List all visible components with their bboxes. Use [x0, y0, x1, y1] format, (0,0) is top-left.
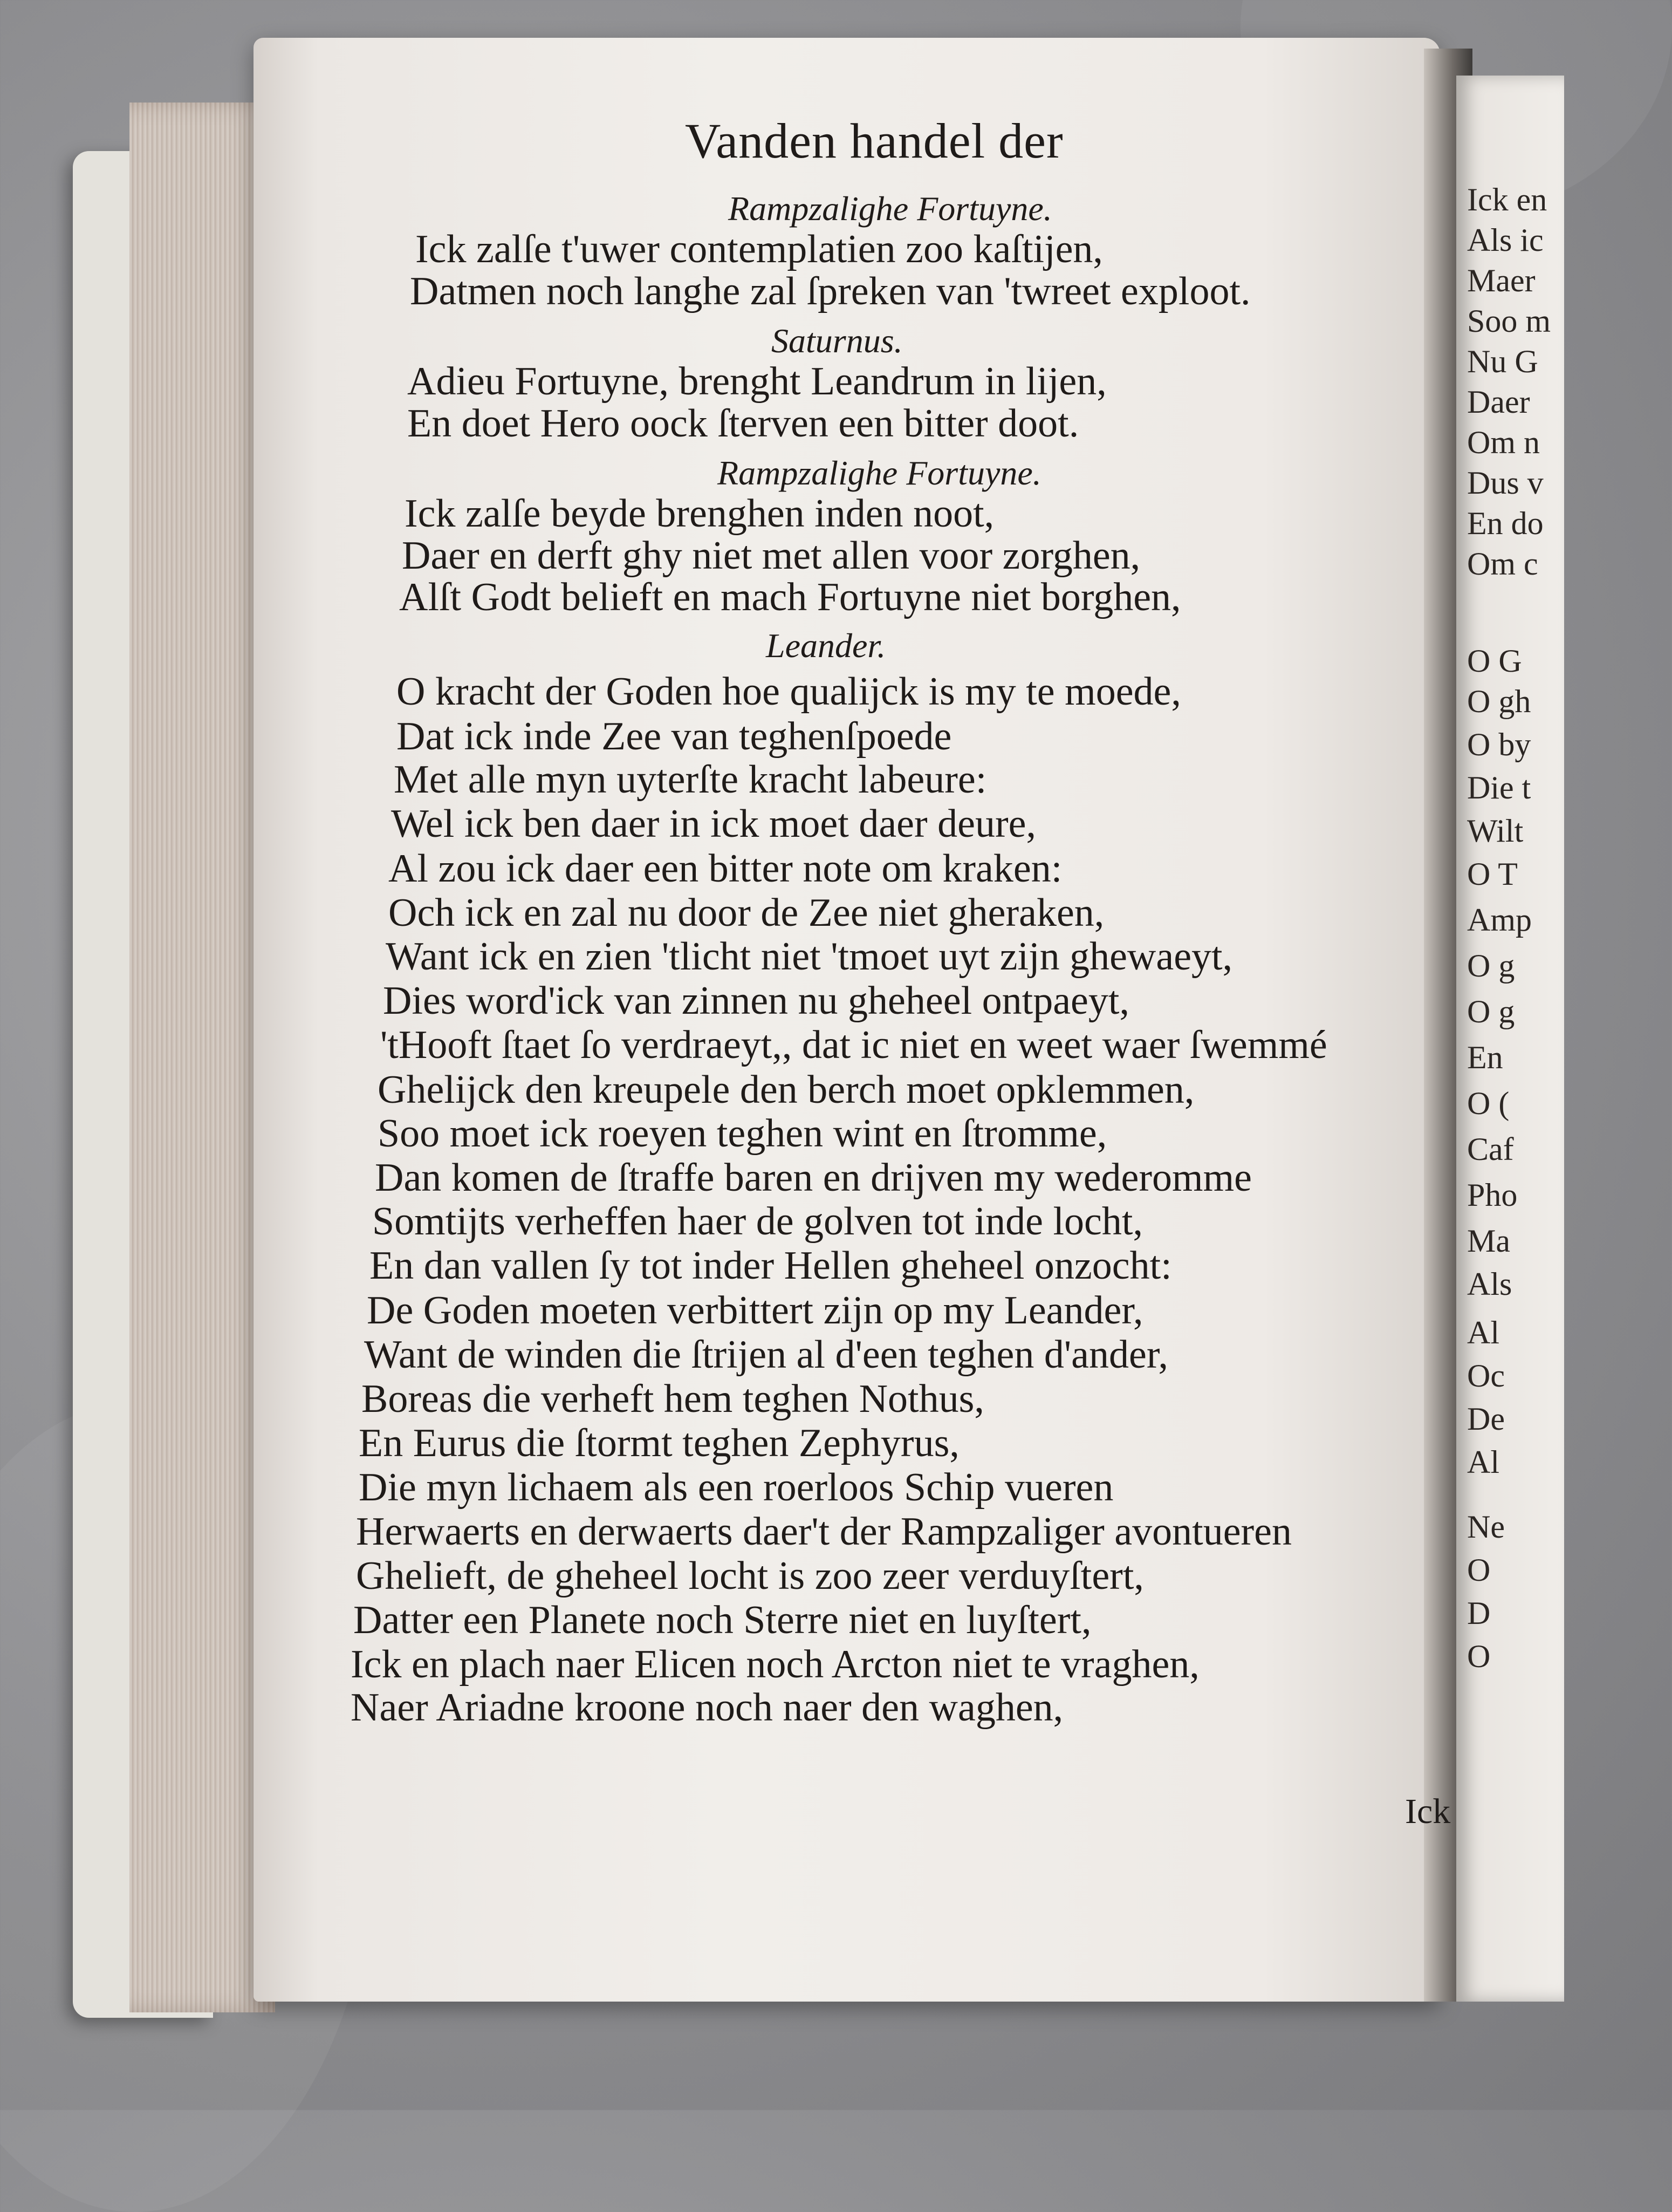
facing-page-fragment: Om c: [1467, 546, 1538, 582]
facing-page-fragment: O: [1467, 1638, 1491, 1674]
speaker-label: Leander.: [766, 626, 886, 665]
facing-page-fragment: O by: [1467, 727, 1531, 762]
facing-page-fragment: Maer: [1467, 263, 1536, 298]
facing-page-fragment: Amp: [1467, 902, 1532, 938]
facing-page-fragment: Soo m: [1467, 303, 1551, 339]
facing-page-fragment: O (: [1467, 1085, 1510, 1121]
verse-line: Soo moet ick roeyen teghen wint en ſtromme,: [378, 1111, 1107, 1156]
facing-page-fragment: O gh: [1467, 684, 1531, 719]
verse-line: Ick zalſe beyde brenghen inden noot,: [405, 491, 995, 536]
verse-line: Naer Ariadne kroone noch naer den waghen,: [351, 1685, 1064, 1730]
verse-line: Dat ick inde Zee van teghenſpoede: [396, 714, 952, 759]
facing-page-fragment: O g: [1467, 948, 1515, 984]
facing-page-fragment: Al: [1467, 1315, 1499, 1350]
facing-page-fragment: Om n: [1467, 425, 1540, 460]
verse-line: Datter een Planete noch Sterre niet en luyſtert,: [353, 1598, 1092, 1642]
catchword: Ick: [1405, 1792, 1451, 1831]
verse-line: Die myn lichaem als een roerloos Schip vueren: [359, 1465, 1114, 1510]
verse-line: En doet Hero oock ſterven een bitter doot.: [407, 401, 1079, 446]
verse-line: En dan vallen ſy tot inder Hellen gheheel onzocht:: [369, 1244, 1172, 1288]
verse-line: Met alle myn uyterſte kracht labeure:: [394, 757, 987, 802]
speaker-label: Rampzalighe Fortuyne.: [717, 454, 1041, 492]
speaker-label: Saturnus.: [771, 322, 903, 360]
verse-line: Wel ick ben daer in ick moet daer deure,: [391, 802, 1036, 846]
facing-page-fragment: O g: [1467, 994, 1515, 1029]
facing-page-fragment: Oc: [1467, 1358, 1505, 1394]
verse-line: Alſt Godt belieft en mach Fortuyne niet borghen,: [399, 575, 1181, 619]
facing-page-fragment: Ne: [1467, 1509, 1505, 1545]
verse-line: Adieu Fortuyne, brenght Leandrum in lijen,: [407, 359, 1107, 404]
facing-page-fragment: Wilt: [1467, 813, 1524, 849]
verse-line: Och ick en zal nu door de Zee niet gheraken,: [388, 891, 1105, 935]
verse-line: De Goden moeten verbittert zijn op my Leander,: [367, 1288, 1143, 1333]
facing-page-fragment: O: [1467, 1552, 1491, 1588]
facing-page-fragment: De: [1467, 1401, 1505, 1437]
verse-line: En Eurus die ſtormt teghen Zephyrus,: [359, 1421, 960, 1465]
verse-line: Datmen noch langhe zal ſpreken van 'twreet exploot.: [410, 269, 1251, 313]
facing-page-fragment: O G: [1467, 643, 1522, 679]
facing-page-fragment: Als ic: [1467, 222, 1544, 258]
verse-line: Ick en plach naer Elicen noch Arcton niet te vraghen,: [351, 1642, 1200, 1687]
facing-page-fragment: Ma: [1467, 1223, 1510, 1259]
verse-line: Somtijts verheffen haer de golven tot inde locht,: [372, 1199, 1143, 1244]
facing-page-fragment: Die t: [1467, 770, 1531, 805]
verse-line: Boreas die verheft hem teghen Nothus,: [361, 1377, 984, 1421]
verse-line: O kracht der Goden hoe qualijck is my te moede,: [396, 670, 1181, 714]
facing-page-fragment: Pho: [1467, 1177, 1518, 1213]
verse-line: 'tHooft ſtaet ſo verdraeyt,, dat ic niet en weet waer ſwemmé: [380, 1023, 1327, 1067]
verse-line: Dan komen de ſtraffe baren en drijven my wederomme: [375, 1156, 1252, 1200]
facing-page-fragment: Als: [1467, 1266, 1512, 1302]
verse-line: Herwaerts en derwaerts daer't der Rampzaliger avontueren: [356, 1510, 1292, 1554]
facing-page-fragment: Nu G: [1467, 344, 1538, 379]
facing-page-fragment: Ick en: [1467, 182, 1547, 217]
verse-line: Daer en derft ghy niet met allen voor zorghen,: [402, 534, 1141, 578]
verse-line: Ghelijck den kreupele den berch moet opklemmen,: [378, 1068, 1195, 1112]
facing-page-fragment: Dus v: [1467, 465, 1544, 501]
book-page-right: [1456, 76, 1564, 2002]
facing-page-fragment: D: [1467, 1595, 1491, 1631]
speaker-label: Rampzalighe Fortuyne.: [728, 189, 1052, 228]
facing-page-fragment: Al: [1467, 1444, 1499, 1480]
facing-page-fragment: En do: [1467, 506, 1544, 541]
verse-line: Ghelieft, de gheheel locht is zoo zeer verduyſtert,: [356, 1554, 1144, 1598]
facing-page-fragment: O T: [1467, 856, 1518, 892]
verse-line: Want ick en zien 'tlicht niet 'tmoet uyt zijn ghewaeyt,: [386, 934, 1233, 979]
verse-line: Want de winden die ſtrijen al d'een teghen d'ander,: [364, 1333, 1169, 1377]
facing-page-fragment: Caf: [1467, 1131, 1514, 1167]
facing-page-fragment: En: [1467, 1040, 1503, 1075]
running-header: Vanden handel der: [685, 113, 1064, 168]
facing-page-fragment: Daer: [1467, 384, 1530, 420]
verse-line: Dies word'ick van zinnen nu gheheel ontpaeyt,: [383, 979, 1129, 1023]
verse-line: Al zou ick daer een bitter note om kraken:: [388, 846, 1063, 891]
verse-line: Ick zalſe t'uwer contemplatien zoo kaſtijen,: [415, 227, 1103, 271]
